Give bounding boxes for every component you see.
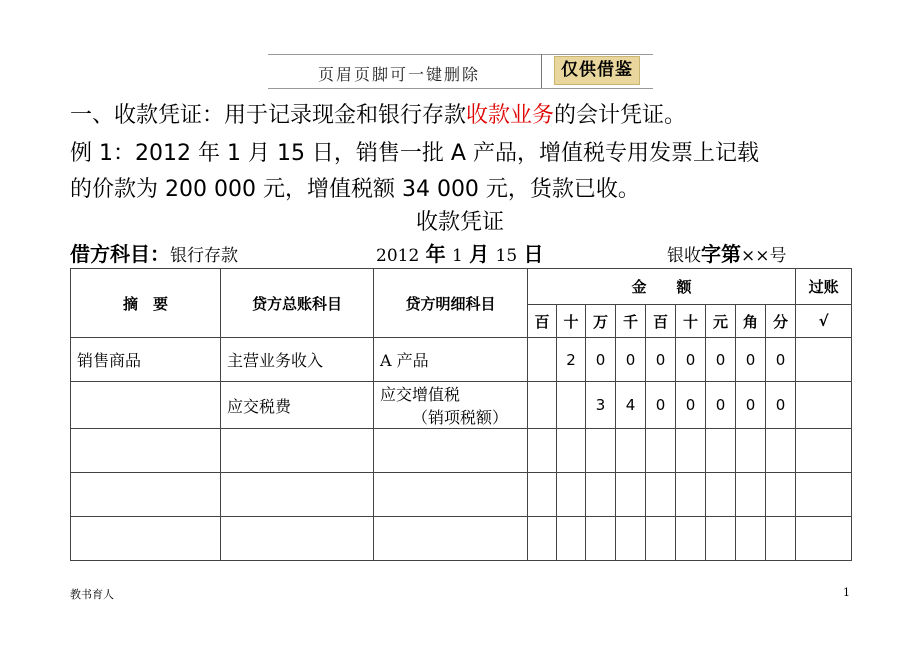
cell-digit [766, 429, 796, 473]
cell-digit: 0 [736, 338, 766, 382]
footer-text: 教书育人 [70, 588, 114, 601]
cell-digit: 0 [736, 382, 766, 429]
voucher-title: 收款凭证 [415, 210, 504, 235]
detail-account-subtext: （销项税额） [412, 408, 509, 427]
intro-line-1-prefix: 一、收款凭证：用于记录现金和银行存款 [70, 103, 467, 128]
number-label: 字第 [701, 242, 741, 266]
cell-detail-account [374, 473, 528, 517]
cell-digit [557, 382, 586, 429]
intro-line-3: 的价款为 200 000 元，增值税额 34 000 元，货款已收。 [70, 177, 640, 202]
table-row [71, 517, 852, 561]
intro-line-1 [70, 98, 686, 129]
voucher-table [70, 268, 852, 561]
cell-detail-account [374, 338, 528, 382]
cell-digit [528, 473, 557, 517]
cell-detail-account [374, 382, 528, 429]
header-divider [541, 54, 542, 88]
intro-line-1-suffix: 的会计凭证。 [554, 103, 687, 128]
digit-header: 十 [676, 305, 706, 338]
digit-header: 万 [586, 305, 616, 338]
date-day: 15 [495, 246, 518, 266]
header-amount: 金 额 [528, 269, 796, 305]
cell-digit [528, 382, 557, 429]
cell-general-account [221, 517, 374, 561]
cell-posted [796, 429, 852, 473]
date-month-unit: 月 [469, 242, 490, 266]
digit-header: 角 [736, 305, 766, 338]
digit-header: 十 [557, 305, 586, 338]
table-row [71, 382, 852, 429]
cell-digit [557, 429, 586, 473]
cell-summary [71, 429, 221, 473]
cell-digit [676, 517, 706, 561]
cell-digit [706, 473, 736, 517]
debit-value: 银行存款 [170, 246, 238, 266]
date-year-unit: 年 [425, 242, 446, 266]
cell-digit [586, 429, 616, 473]
cell-digit: 0 [676, 382, 706, 429]
cell-general-account [221, 473, 374, 517]
cell-digit: 4 [616, 382, 646, 429]
cell-digit [586, 517, 616, 561]
cell-digit [736, 473, 766, 517]
posted-mark: √ [796, 305, 852, 338]
digit-header: 百 [528, 305, 557, 338]
cell-summary [71, 382, 221, 429]
voucher-number [667, 238, 787, 267]
cell-digit [616, 517, 646, 561]
cell-summary: 销售商品 [71, 338, 221, 382]
cell-digit [766, 473, 796, 517]
debit-label: 借方科目： [70, 242, 170, 266]
cell-posted [796, 473, 852, 517]
cell-digit: 0 [706, 382, 736, 429]
detail-account-text: 应交增值税 [380, 385, 461, 404]
header-detail-account: 贷方明细科目 [374, 269, 528, 338]
digit-header: 百 [646, 305, 676, 338]
header-rule-top [268, 54, 653, 55]
reference-badge: 仅供借鉴 [554, 56, 640, 85]
date-year: 2012 [376, 246, 420, 266]
cell-detail-account [374, 429, 528, 473]
cell-digit [766, 517, 796, 561]
header-posted: 过账 [796, 269, 852, 305]
cell-posted [796, 517, 852, 561]
header-summary: 摘 要 [71, 269, 221, 338]
cell-digit: 0 [646, 382, 676, 429]
cell-digit [736, 429, 766, 473]
number-value: ××号 [741, 246, 787, 266]
table-row [71, 429, 852, 473]
cell-digit [676, 473, 706, 517]
number-prefix: 银收 [667, 246, 701, 266]
digit-header: 元 [706, 305, 736, 338]
cell-posted [796, 338, 852, 382]
cell-digit [586, 473, 616, 517]
cell-digit: 0 [676, 338, 706, 382]
cell-digit [646, 517, 676, 561]
debit-account [70, 238, 238, 267]
cell-digit: 0 [586, 338, 616, 382]
cell-digit [557, 473, 586, 517]
cell-digit [676, 429, 706, 473]
cell-digit [646, 429, 676, 473]
page-number: 1 [843, 586, 850, 599]
cell-digit [616, 429, 646, 473]
cell-detail-account [374, 517, 528, 561]
voucher-date [376, 238, 544, 267]
intro-highlight: 收款业务 [466, 103, 555, 128]
cell-digit: 0 [616, 338, 646, 382]
cell-digit [646, 473, 676, 517]
cell-digit [557, 517, 586, 561]
header-general-account: 贷方总账科目 [221, 269, 374, 338]
cell-summary [71, 473, 221, 517]
cell-general-account: 主营业务收入 [221, 338, 374, 382]
digit-header: 分 [766, 305, 796, 338]
cell-digit [528, 338, 557, 382]
cell-posted [796, 382, 852, 429]
cell-digit: 0 [766, 338, 796, 382]
cell-digit [736, 517, 766, 561]
table-row [71, 473, 852, 517]
date-month: 1 [451, 246, 463, 266]
cell-digit [616, 473, 646, 517]
cell-digit [528, 429, 557, 473]
cell-digit [706, 429, 736, 473]
cell-digit: 2 [557, 338, 586, 382]
table-row [71, 338, 852, 382]
header-rule-bottom [268, 88, 653, 89]
page-header-text: 页眉页脚可一键删除 [318, 65, 481, 84]
cell-digit [528, 517, 557, 561]
intro-line-2: 例 1：2012 年 1 月 15 日，销售一批 A 产品，增值税专用发票上记载 [70, 141, 759, 166]
cell-digit [706, 517, 736, 561]
digit-header: 千 [616, 305, 646, 338]
cell-digit: 0 [766, 382, 796, 429]
date-day-unit: 日 [523, 242, 544, 266]
cell-digit: 0 [706, 338, 736, 382]
detail-account-text: A 产品 [380, 351, 429, 370]
cell-digit: 0 [646, 338, 676, 382]
cell-digit: 3 [586, 382, 616, 429]
cell-general-account: 应交税费 [221, 382, 374, 429]
cell-general-account [221, 429, 374, 473]
cell-summary [71, 517, 221, 561]
